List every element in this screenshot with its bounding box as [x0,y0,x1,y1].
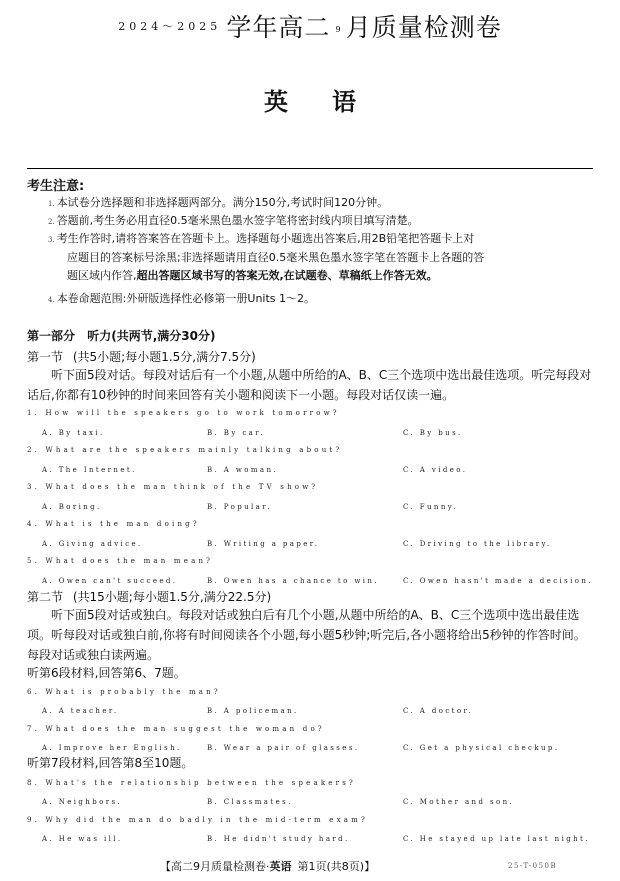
divider [27,168,593,169]
option-c: C. Funny. [403,503,458,511]
question: 1. How will the speakers go to work tomorrow? [27,409,340,417]
subject-title: 英语 [264,88,400,116]
notice-title: 考生注意: [27,179,85,194]
option-a: A. The Internet. [42,466,137,474]
question: 8. What's the relationship between the speakers? [27,779,356,787]
notice-text-cont: 应题目的答案标号涂黑;非选择题请用直径0.5毫米黑色墨水签字笔在答题卡上各题的答 [67,251,485,264]
option-c: C. A video. [403,466,468,474]
question: 7. What does the man suggest the woman do? [27,725,325,733]
notice-num: 2. [48,218,55,226]
footer-left: 【高二9月质量检测卷· [160,860,270,873]
option-c: C. Driving to the library. [403,540,552,548]
section1-instruction: 听下面5段对话。每段对话后有一个小题,从题中所给的A、B、C三个选项中选出最佳选项。听完每段对话后,你都有10秒钟的时间来回答有关小题和阅读下一小题。每段对话仅读一遍。 [27,368,592,402]
section1-heading [27,348,256,365]
option-a: A. Neighbors. [42,798,123,806]
notice-num: 4. [48,296,55,304]
option-c: C. Get a physical checkup. [403,744,560,752]
option-a: A. Boring. [42,503,102,511]
notice-num: 1. [48,200,55,208]
option-a: A. By taxi. [42,429,105,437]
notice-text: 本试卷分选择题和非选择题两部分。满分150分,考试时间120分钟。 [56,196,389,209]
option-b: B. Popular. [207,503,272,511]
section1-label: 第一节 [27,350,64,364]
part1-heading [27,327,215,344]
option-a: A. Improve her English. [42,744,182,752]
part1-label: 第一部分 [27,329,76,343]
section2-desc: (共15小题;每小题1.5分,满分22.5分) [72,590,272,604]
option-c: C. By bus. [403,429,463,437]
notice-item [48,290,596,309]
option-b: B. A woman. [207,466,279,474]
option-b: B. Wear a pair of glasses. [207,744,360,752]
question: 2. What are the speakers mainly talking about? [27,446,343,454]
paper-code: 25-T-050B [508,862,558,870]
option-c: C. Owen hasn't made a decision. [403,577,593,585]
header-title-b: 月质量检测卷 [345,13,502,42]
question: 9. Why did the man do badly in the mid-term exam? [27,816,368,824]
option-c: C. He stayed up late last night. [403,835,590,843]
listen-prompt: 听第6段材料,回答第6、7题。 [27,666,186,680]
footer-subject: 英语 [269,860,292,873]
option-a: A. Owen can't succeed. [42,577,178,585]
option-b: B. By car. [207,429,265,437]
question: 4. What is the man doing? [27,520,200,528]
notice-item [48,230,596,285]
footer-page: 第1页(共8页)】 [297,860,376,873]
notice-item [48,194,596,213]
section2-instruction: 听下面5段对话或独白。每段对话或独白后有几个小题,从题中所给的A、B、C三个选项中选出最佳选项。听每段对话或独白前,你将有时间阅读各个小题,每小题5秒钟;听完后,各小题将给出5秒钟的作答时间。每段对话或独白读两遍。 [27,608,586,662]
notice-item [48,212,596,231]
notice-text: 答题前,考生务必用直径0.5毫米黑色墨水签字笔将密封线内项目填写清楚。 [56,214,419,227]
option-a: A. Giving advice. [42,540,143,548]
notice-text: 考生作答时,请将答案答在答题卡上。选择题每小题选出答案后,用2B铅笔把答题卡上对 [56,232,475,245]
option-b: B. Writing a paper. [207,540,320,548]
header-year: 2024～2025 [118,20,222,33]
option-a: A. He was ill. [42,835,123,843]
notice-emphasis: 超出答题区域书写的答案无效,在试题卷、草稿纸上作答无效。 [136,269,438,282]
section2-label: 第二节 [27,590,64,604]
section2-heading [27,588,271,605]
exam-header [0,8,620,44]
option-b: B. A policeman. [207,707,299,715]
section1-desc: (共5小题;每小题1.5分,满分7.5分) [72,350,256,364]
option-b: B. He didn't study hard. [207,835,350,843]
notice-text-cont: 题区域内作答, [67,269,137,282]
question: 5. What does the man mean? [27,557,214,565]
part1-title: 听力(共两节,满分30分) [87,329,216,343]
question: 6. What is probably the man? [27,688,221,696]
question: 3. What does the man think of the TV show? [27,483,319,491]
option-a: A. A teacher. [42,707,119,715]
notice-text: 本卷命题范围:外研版选择性必修第一册Units 1～2。 [56,292,316,305]
listen-prompt: 听第7段材料,回答第8至10题。 [27,756,194,770]
option-b: B. Classmates. [207,798,293,806]
option-c: C. Mother and son. [403,798,515,806]
header-month: 9 [335,25,341,34]
header-title-a: 学年高二 [226,13,331,42]
page-footer [160,858,375,874]
notice-num: 3. [48,236,55,244]
option-b: B. Owen has a chance to win. [207,577,379,585]
option-c: C. A doctor. [403,707,474,715]
